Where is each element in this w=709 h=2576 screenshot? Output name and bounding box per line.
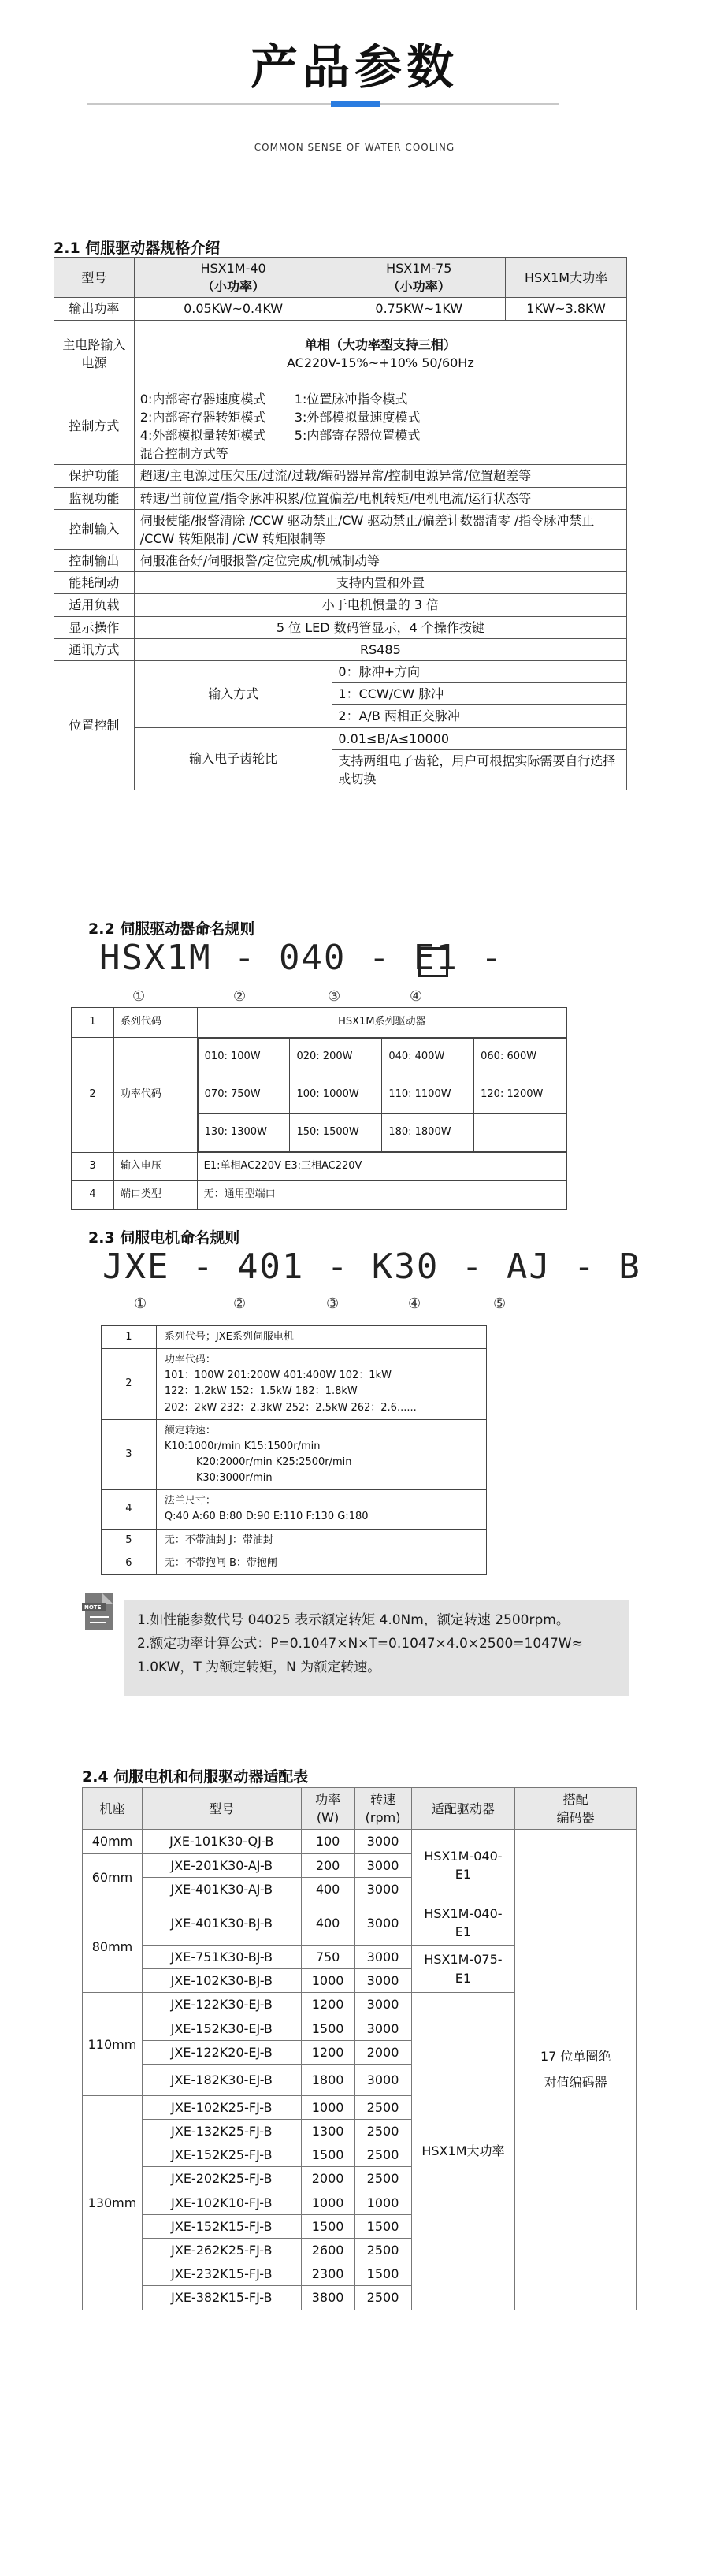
spec-brake-value: 支持内置和外置 <box>134 572 626 594</box>
power-code-cell: 060: 600W <box>474 1039 566 1076</box>
spec-label-output: 输出功率 <box>54 298 135 320</box>
code-mark-3: ③ <box>328 988 341 1005</box>
code-mark-2: ② <box>233 988 247 1005</box>
speed-cell: 3000 <box>354 1969 411 1993</box>
table-row <box>54 661 627 683</box>
power-cell: 2600 <box>301 2239 354 2262</box>
table-row <box>54 638 627 660</box>
speed-cell: 2000 <box>354 2040 411 2064</box>
code-mark-5: ⑤ <box>493 1295 507 1312</box>
power-cell: 1000 <box>301 2191 354 2214</box>
note-line-2: 2.额定功率计算公式：P=0.1047×N×T=0.1047×4.0×2500=1047W≈ <box>137 1635 583 1652</box>
power-code-cell: 180: 1800W <box>382 1114 474 1152</box>
spec-input-mode-2: 2：A/B 两相正交脉冲 <box>332 705 627 727</box>
table-row <box>54 465 627 487</box>
speed-cell: 2500 <box>354 2095 411 2119</box>
table-row <box>54 550 627 572</box>
code-mark-1: ① <box>134 1295 147 1312</box>
spec-model-2-sub: （小功率） <box>387 279 451 295</box>
naming-num: 2 <box>72 1038 114 1153</box>
spec-label-brake: 能耗制动 <box>54 572 135 594</box>
section-heading-2-3: 2.3 伺服电机命名规则 <box>88 1229 240 1247</box>
power-code-cell: 120: 1200W <box>474 1076 566 1114</box>
power-code-cell: 150: 1500W <box>290 1114 382 1152</box>
note-line-1: 1.如性能参数代号 04025 表示额定转矩 4.0Nm，额定转速 2500rpm。 <box>137 1612 570 1628</box>
spec-model-1-sub: （小功率） <box>202 279 265 295</box>
table-row <box>72 1153 567 1181</box>
motor-naming-line: K20:2000r/min K25:2500r/min <box>195 1455 352 1468</box>
speed-cell: 2500 <box>354 2120 411 2143</box>
spec-control-b2: 3:外部模拟量速度模式 <box>294 409 421 425</box>
header-encoder-2: 编码器 <box>556 1810 595 1826</box>
header-power <box>301 1788 354 1830</box>
motor-naming-value <box>156 1349 486 1420</box>
motor-naming-num: 6 <box>102 1552 157 1574</box>
motor-naming-line: 系列代号；JXE系列伺服电机 <box>164 1331 294 1343</box>
spec-monitor-value: 转速/当前位置/指令脉冲积累/位置偏差/电机转矩/电机电流/运行状态等 <box>134 487 626 509</box>
power-cell: 1200 <box>301 2040 354 2064</box>
page-title: 产品参数 <box>251 40 458 95</box>
spec-input-line-1: 单相（大功率型支持三相） <box>304 336 456 352</box>
naming-label: 输入电压 <box>113 1153 197 1181</box>
power-cell: 1300 <box>301 2120 354 2143</box>
speed-cell: 2500 <box>354 2143 411 2167</box>
spec-label-protect: 保护功能 <box>54 465 135 487</box>
spec-control-input-value: 伺服使能/报警清除 /CCW 驱动禁止/CW 驱动禁止/偏差计数器清零 /指令脉冲禁止 /CCW 转矩限制 /CW 转矩限制等 <box>134 509 626 549</box>
model-cell: JXE-102K10-FJ-B <box>142 2191 301 2214</box>
speed-cell: 3000 <box>354 1901 411 1945</box>
power-cell: 100 <box>301 1830 354 1853</box>
naming-value: 无：通用型端口 <box>197 1181 566 1210</box>
motor-naming-table <box>101 1325 487 1575</box>
spec-label-control-input: 控制输入 <box>54 509 135 549</box>
speed-cell: 2500 <box>354 2286 411 2310</box>
model-cell: JXE-101K30-QJ-B <box>142 1830 301 1853</box>
speed-cell: 3000 <box>354 2017 411 2040</box>
power-cell: 3800 <box>301 2286 354 2310</box>
driver-cell: HSX1M-075-E1 <box>411 1945 515 1992</box>
header-speed-2: (rpm) <box>365 1810 401 1826</box>
spec-output-3: 1KW~3.8KW <box>506 298 627 320</box>
spec-label-display: 显示操作 <box>54 616 135 638</box>
spec-label-input-mode: 输入方式 <box>134 661 332 728</box>
code-mark-4: ④ <box>408 1295 421 1312</box>
speed-cell: 1500 <box>354 2262 411 2286</box>
spec-control-value <box>134 388 626 465</box>
model-cell: JXE-122K30-EJ-B <box>142 1993 301 2017</box>
note-box <box>124 1600 629 1696</box>
power-cell: 1000 <box>301 2095 354 2119</box>
code-part-series: HSX1M <box>99 938 212 978</box>
motor-naming-value <box>156 1529 486 1552</box>
spec-model-2 <box>332 258 506 298</box>
speed-cell: 3000 <box>354 1830 411 1853</box>
speed-cell: 3000 <box>354 2064 411 2095</box>
driver-cell: HSX1M大功率 <box>411 1993 515 2310</box>
speed-cell: 1000 <box>354 2191 411 2214</box>
motor-naming-value <box>156 1419 486 1490</box>
model-cell: JXE-262K25-FJ-B <box>142 2239 301 2262</box>
driver-cell: HSX1M-040-E1 <box>411 1830 515 1901</box>
motor-naming-value <box>156 1552 486 1574</box>
code-part-voltage: E1 <box>413 938 458 978</box>
base-cell: 60mm <box>83 1853 143 1901</box>
spec-label-monitor: 监视功能 <box>54 487 135 509</box>
motor-naming-num: 3 <box>102 1419 157 1490</box>
model-cell: JXE-152K25-FJ-B <box>142 2143 301 2167</box>
motor-naming-num: 4 <box>102 1490 157 1529</box>
spec-label-load: 适用负载 <box>54 594 135 616</box>
motor-naming-num: 1 <box>102 1326 157 1349</box>
table-row <box>54 727 627 749</box>
spec-output-1: 0.05KW~0.4KW <box>134 298 332 320</box>
spec-comm-value: RS485 <box>134 638 626 660</box>
power-code-cell: 110: 1100W <box>382 1076 474 1114</box>
power-cell: 1500 <box>301 2143 354 2167</box>
power-code-cell: 010: 100W <box>198 1039 290 1076</box>
table-row <box>54 388 627 465</box>
naming-value: E1:单相AC220V E3:三相AC220V <box>197 1153 566 1181</box>
power-code-grid <box>197 1038 566 1153</box>
table-row <box>102 1419 487 1490</box>
spec-model-1-name: HSX1M-40 <box>200 261 266 276</box>
table-row <box>198 1076 566 1114</box>
model-cell: JXE-401K30-BJ-B <box>142 1901 301 1945</box>
power-cell: 1000 <box>301 1969 354 1993</box>
spec-output-2: 0.75KW~1KW <box>332 298 506 320</box>
driver-spec-table <box>54 257 627 790</box>
naming-label: 系列代码 <box>113 1008 197 1038</box>
table-row <box>72 1008 567 1038</box>
spec-input-mode-0: 0：脉冲+方向 <box>332 661 627 683</box>
encoder-line-1: 17 位单圈绝 <box>540 2049 611 2065</box>
svg-text:NOTE: NOTE <box>84 1604 102 1611</box>
spec-label-comm: 通讯方式 <box>54 638 135 660</box>
model-cell: JXE-201K30-AJ-B <box>142 1853 301 1877</box>
spec-protect-value: 超速/主电源过压欠压/过流/过载/编码器异常/控制电源异常/位置超差等 <box>134 465 626 487</box>
table-row <box>72 1038 567 1153</box>
code-sep: - <box>481 938 503 978</box>
motor-naming-line: 法兰尺寸： <box>164 1495 216 1507</box>
motor-naming-line: 无：不带抱闸 B：带抱闸 <box>164 1556 277 1569</box>
motor-driver-match-table <box>82 1787 637 2310</box>
model-cell: JXE-102K30-BJ-B <box>142 1969 301 1993</box>
base-cell: 80mm <box>83 1901 143 1992</box>
encoder-line-2: 对值编码器 <box>544 2075 607 2091</box>
motor-naming-line: 101：100W 201:200W 401:400W 102：1kW <box>164 1370 392 1382</box>
motor-naming-num: 2 <box>102 1349 157 1420</box>
header-encoder-1: 搭配 <box>562 1792 588 1807</box>
naming-num: 1 <box>72 1008 114 1038</box>
speed-cell: 3000 <box>354 1945 411 1968</box>
naming-label: 端口类型 <box>113 1181 197 1210</box>
model-cell: JXE-202K25-FJ-B <box>142 2167 301 2191</box>
section-heading-2-2: 2.2 伺服驱动器命名规则 <box>88 920 255 938</box>
title-divider-accent <box>331 101 380 107</box>
spec-label-position: 位置控制 <box>54 661 135 790</box>
spec-input-value <box>134 320 626 388</box>
table-row <box>83 1788 637 1830</box>
table-row <box>54 258 627 298</box>
model-cell: JXE-152K15-FJ-B <box>142 2214 301 2238</box>
header-driver: 适配驱动器 <box>411 1788 515 1830</box>
spec-model-1 <box>134 258 332 298</box>
section-heading-2-4: 2.4 伺服电机和伺服驱动器适配表 <box>82 1768 309 1786</box>
spec-control-output-value: 伺服准备好/伺服报警/定位完成/机械制动等 <box>134 550 626 572</box>
table-row <box>54 616 627 638</box>
header-speed <box>354 1788 411 1830</box>
motor-naming-line: K30:3000r/min <box>195 1472 273 1485</box>
power-code-inner-table <box>198 1038 566 1152</box>
naming-label: 功率代码 <box>113 1038 197 1153</box>
speed-cell: 2500 <box>354 2239 411 2262</box>
power-cell: 1800 <box>301 2064 354 2095</box>
power-cell: 1500 <box>301 2214 354 2238</box>
motor-naming-line: Q:40 A:60 B:80 D:90 E:110 F:130 G:180 <box>164 1511 369 1523</box>
table-row <box>54 487 627 509</box>
base-cell: 40mm <box>83 1830 143 1853</box>
header-power-1: 功率 <box>315 1792 341 1807</box>
spec-control-4: 混合控制方式等 <box>139 446 228 462</box>
motor-naming-line: 122：1.2kW 152：1.5kW 182：1.8kW <box>164 1385 358 1398</box>
table-row <box>83 1830 637 1853</box>
spec-control-a1: 0:内部寄存器速度模式 <box>139 391 266 407</box>
header-model: 型号 <box>142 1788 301 1830</box>
model-cell: JXE-132K25-FJ-B <box>142 2120 301 2143</box>
note-icon <box>82 1590 118 1633</box>
table-row <box>54 320 627 388</box>
table-row <box>54 572 627 594</box>
table-row <box>102 1490 487 1529</box>
speed-cell: 3000 <box>354 1877 411 1901</box>
code-placeholder-box <box>418 947 448 977</box>
power-cell: 2000 <box>301 2167 354 2191</box>
power-cell: 1500 <box>301 2017 354 2040</box>
table-row <box>102 1552 487 1574</box>
code-sep: - <box>233 938 257 978</box>
power-code-cell: 070: 750W <box>198 1076 290 1114</box>
power-code-cell: 130: 1300W <box>198 1114 290 1152</box>
naming-num: 3 <box>72 1153 114 1181</box>
driver-cell: HSX1M-040-E1 <box>411 1901 515 1945</box>
spec-control-b3: 5:内部寄存器位置模式 <box>294 427 421 443</box>
code-sep: - <box>368 938 392 978</box>
spec-gear-1: 0.01≤B/A≤10000 <box>332 727 627 749</box>
power-cell: 400 <box>301 1877 354 1901</box>
motor-code: JXE - 401 - K30 - AJ - B <box>102 1247 641 1287</box>
power-code-cell: 040: 400W <box>382 1039 474 1076</box>
power-code-cell: 100: 1000W <box>290 1076 382 1114</box>
spec-input-mode-1: 1：CCW/CW 脉冲 <box>332 683 627 705</box>
encoder-cell <box>515 1830 637 2310</box>
power-cell: 200 <box>301 1853 354 1877</box>
spec-model-2-name: HSX1M-75 <box>386 261 452 276</box>
table-row <box>198 1039 566 1076</box>
base-cell: 110mm <box>83 1993 143 2096</box>
code-part-power: 040 <box>278 938 347 978</box>
table-row <box>102 1326 487 1349</box>
power-cell: 1200 <box>301 1993 354 2017</box>
power-code-cell: 020: 200W <box>290 1039 382 1076</box>
model-cell: JXE-152K30-EJ-B <box>142 2017 301 2040</box>
header-encoder <box>515 1788 637 1830</box>
header-base: 机座 <box>83 1788 143 1830</box>
table-row <box>102 1529 487 1552</box>
model-cell: JXE-182K30-EJ-B <box>142 2064 301 2095</box>
model-cell: JXE-401K30-AJ-B <box>142 1877 301 1901</box>
motor-naming-value <box>156 1490 486 1529</box>
model-cell: JXE-232K15-FJ-B <box>142 2262 301 2286</box>
header-power-2: (W) <box>316 1810 340 1826</box>
motor-naming-line: 功率代码： <box>164 1354 216 1366</box>
table-row <box>198 1114 566 1152</box>
motor-naming-line: 202：2kW 232：2.3kW 252：2.5kW 262：2.6...... <box>164 1401 417 1414</box>
spec-control-a3: 4:外部模拟量转矩模式 <box>139 427 266 443</box>
code-mark-2: ② <box>233 1295 247 1312</box>
motor-naming-line: 无：不带油封 J：带油封 <box>164 1533 273 1546</box>
model-cell: JXE-122K20-EJ-B <box>142 2040 301 2064</box>
speed-cell: 3000 <box>354 1853 411 1877</box>
header-speed-1: 转速 <box>370 1792 396 1807</box>
spec-gear-2: 支持两组电子齿轮，用户可根据实际需要自行选择或切换 <box>332 749 627 790</box>
table-row <box>102 1349 487 1420</box>
model-cell: JXE-102K25-FJ-B <box>142 2095 301 2119</box>
spec-display-value: 5 位 LED 数码管显示，4 个操作按键 <box>134 616 626 638</box>
code-mark-4: ④ <box>410 988 423 1005</box>
spec-control-b1: 1:位置脉冲指令模式 <box>294 391 408 407</box>
model-cell: JXE-751K30-BJ-B <box>142 1945 301 1968</box>
speed-cell: 3000 <box>354 1993 411 2017</box>
power-cell: 400 <box>301 1901 354 1945</box>
power-cell: 2300 <box>301 2262 354 2286</box>
spec-label-input: 主电路输入电源 <box>54 320 135 388</box>
motor-naming-num: 5 <box>102 1529 157 1552</box>
speed-cell: 2500 <box>354 2167 411 2191</box>
spec-label-control-output: 控制输出 <box>54 550 135 572</box>
model-cell: JXE-382K15-FJ-B <box>142 2286 301 2310</box>
naming-value: HSX1M系列驱动器 <box>197 1008 566 1038</box>
base-cell: 130mm <box>83 2095 143 2310</box>
table-row <box>54 298 627 320</box>
code-mark-3: ③ <box>326 1295 340 1312</box>
spec-label-control: 控制方式 <box>54 388 135 465</box>
page-subtitle: COMMON SENSE OF WATER COOLING <box>254 142 455 153</box>
section-heading-2-1: 2.1 伺服驱动器规格介绍 <box>54 240 221 257</box>
spec-model-3: HSX1M大功率 <box>506 258 627 298</box>
table-row <box>54 509 627 549</box>
title-divider <box>87 103 559 105</box>
table-row <box>54 594 627 616</box>
spec-label-model: 型号 <box>54 258 135 298</box>
spec-input-line-2: AC220V-15%~+10% 50/60Hz <box>287 355 474 371</box>
power-cell: 750 <box>301 1945 354 1968</box>
motor-naming-line: K10:1000r/min K15:1500r/min <box>164 1440 321 1452</box>
spec-control-a2: 2:内部寄存器转矩模式 <box>139 409 266 425</box>
code-mark-1: ① <box>132 988 146 1005</box>
spec-load-value: 小于电机惯量的 3 倍 <box>134 594 626 616</box>
motor-naming-line: 额定转速： <box>164 1424 216 1437</box>
driver-naming-table <box>71 1007 567 1210</box>
spec-label-gear: 输入电子齿轮比 <box>134 727 332 790</box>
power-code-cell <box>474 1114 566 1152</box>
note-line-3: 1.0KW，T 为额定转矩，N 为额定转速。 <box>137 1659 381 1675</box>
speed-cell: 1500 <box>354 2214 411 2238</box>
motor-naming-value <box>156 1326 486 1349</box>
table-row <box>72 1181 567 1210</box>
naming-num: 4 <box>72 1181 114 1210</box>
